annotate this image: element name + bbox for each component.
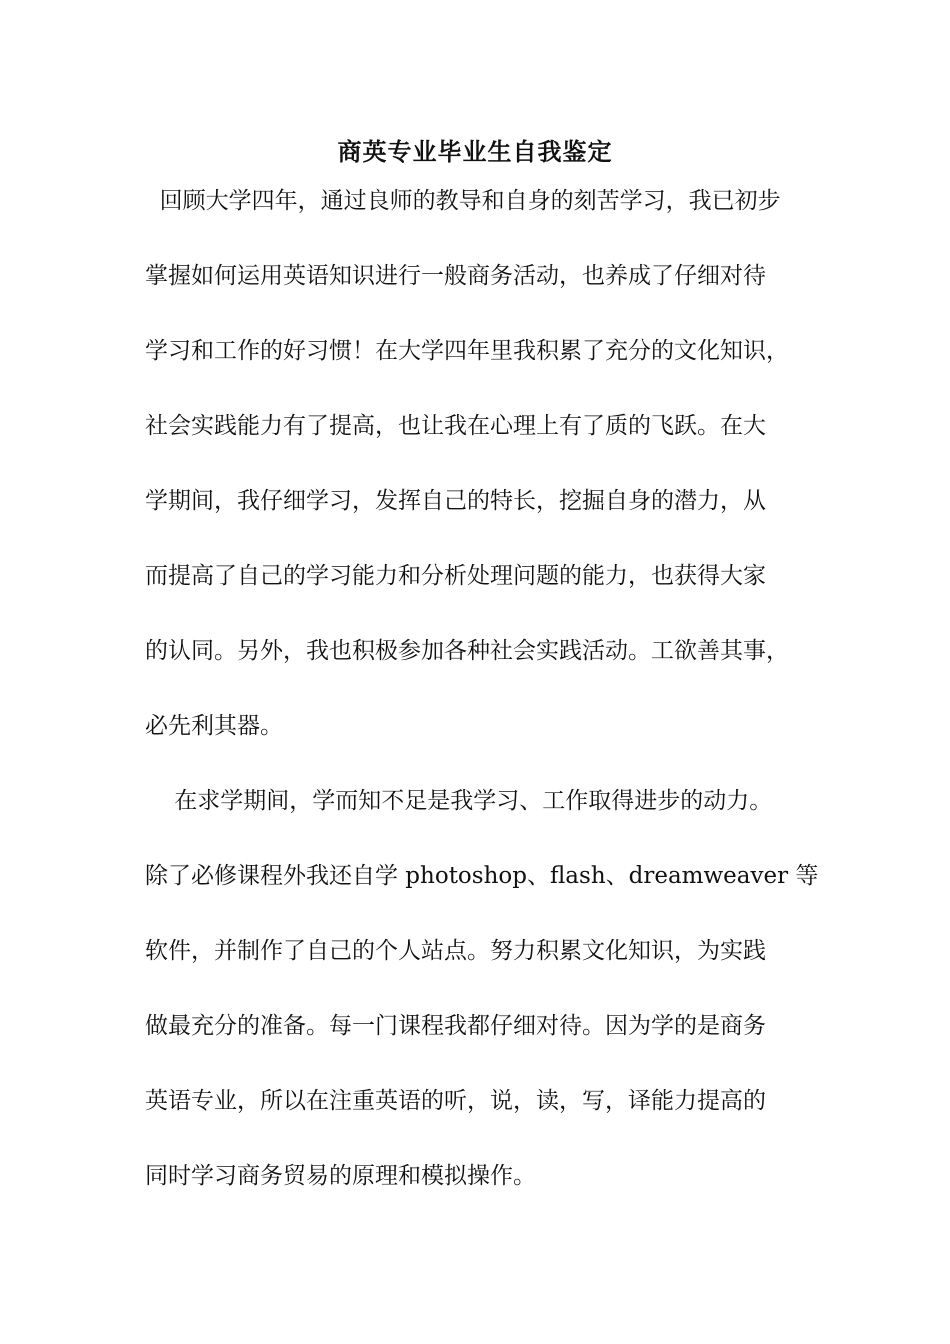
paragraph-line: 英语专业，所以在注重英语的听，说，读，写，译能力提高的 xyxy=(145,1088,766,1114)
paragraph-line: 学习和工作的好习惯！在大学四年里我积累了充分的文化知识， xyxy=(145,338,789,364)
paragraph-line: 社会实践能力有了提高，也让我在心理上有了质的飞跃。在大 xyxy=(145,413,766,439)
paragraph-line: 而提高了自己的学习能力和分析处理问题的能力，也获得大家 xyxy=(145,563,766,589)
paragraph-line: 学期间，我仔细学习，发挥自己的特长，挖掘自身的潜力，从 xyxy=(145,488,766,514)
paragraph-line: 同时学习商务贸易的原理和模拟操作。 xyxy=(145,1163,536,1189)
paragraph-line: 在求学期间，学而知不足是我学习、工作取得进步的动力。 xyxy=(145,788,773,814)
paragraph-line: 必先利其器。 xyxy=(145,713,283,739)
paragraph-line: 软件，并制作了自己的个人站点。努力积累文化知识，为实践 xyxy=(145,938,766,964)
paragraph-line: 的认同。另外，我也积极参加各种社会实践活动。工欲善其事， xyxy=(145,638,789,664)
page-title: 商英专业毕业生自我鉴定 xyxy=(337,137,613,166)
paragraph-line: 除了必修课程外我还自学 photoshop、flash、dreamweaver 等 xyxy=(145,863,819,889)
paragraph-line: 回顾大学四年，通过良师的教导和自身的刻苦学习，我已初步 xyxy=(145,188,781,214)
paragraph-line: 掌握如何运用英语知识进行一般商务活动，也养成了仔细对待 xyxy=(145,263,766,289)
paragraph-line: 做最充分的准备。每一门课程我都仔细对待。因为学的是商务 xyxy=(145,1013,766,1039)
